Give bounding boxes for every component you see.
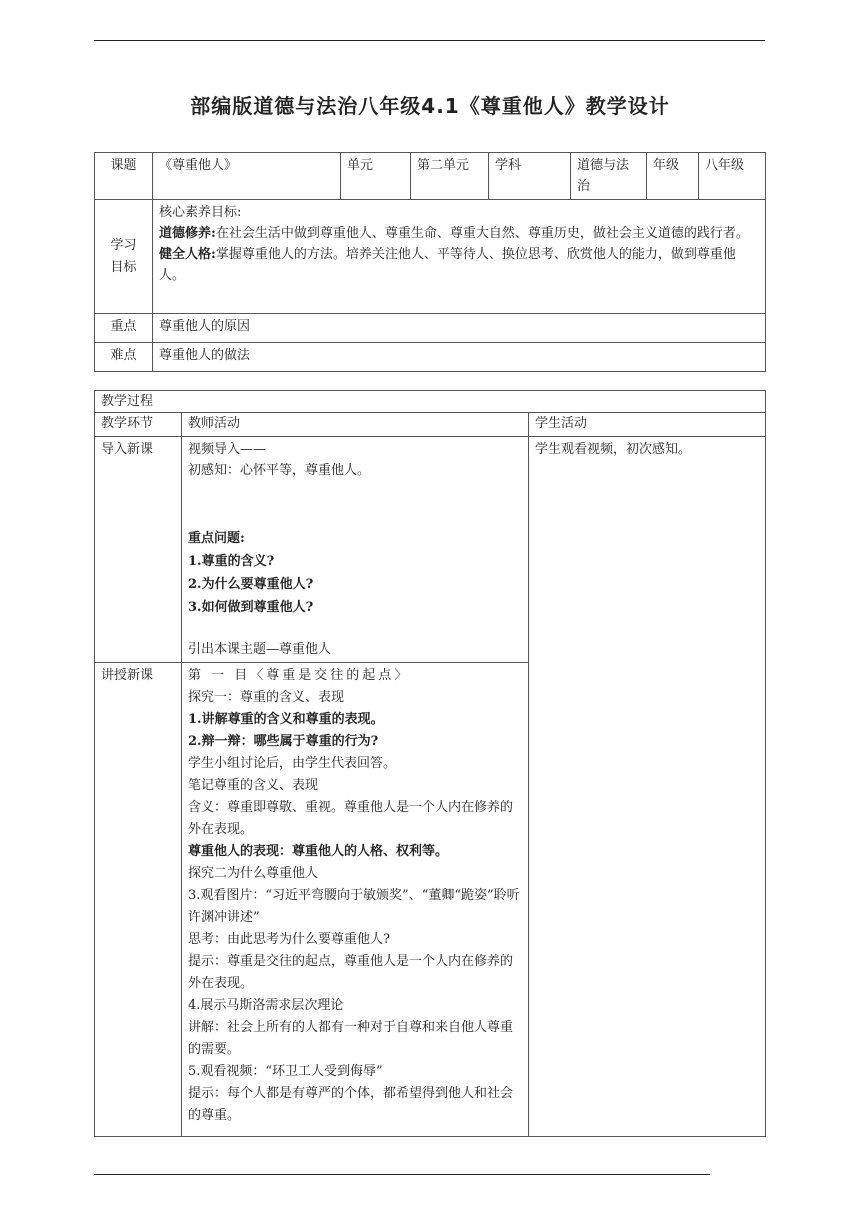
intro-line: 视频导入—— (188, 442, 267, 457)
unit-label: 单元 (341, 153, 411, 200)
intro-line: 初感知：心怀平等，尊重他人。 (188, 463, 371, 478)
focus-question: 2.为什么要尊重他人? (188, 577, 314, 592)
step-bold: 1.讲解尊重的含义和尊重的表现。 (188, 712, 384, 727)
stage-new-teacher (182, 663, 529, 1137)
difficulty-text: 尊重他人的做法 (153, 343, 766, 372)
respect-expression: 尊重他人的表现：尊重他人的人格、权利等。 (188, 844, 449, 859)
step-text: 5.观看视频：“环卫工人受到侮辱” (188, 1064, 383, 1079)
step-text: 学生小组讨论后，由学生代表回答。 (188, 756, 397, 771)
focus-question: 1.尊重的含义? (188, 554, 275, 569)
goals-label (95, 200, 153, 314)
col-teacher: 教师活动 (182, 413, 529, 437)
section-heading: 第 一 目〈尊重是交往的起点〉 (188, 668, 411, 683)
explore-one: 探究一：尊重的含义、表现 (188, 690, 345, 705)
course-value: 《尊重他人》 (153, 153, 341, 200)
goals-content (153, 200, 766, 314)
page-title: 部编版道德与法治八年级4.1《尊重他人》教学设计 (190, 94, 670, 118)
intro-closing: 引出本课主题—尊重他人 (188, 642, 332, 657)
course-info-table (94, 152, 766, 372)
col-student: 学生活动 (529, 413, 766, 437)
stage-intro-name: 导入新课 (95, 437, 182, 663)
step-text: 3.观看图片：“习近平弯腰向于敏颁奖”、“董卿“跪姿”聆听许渊冲讲述” (188, 888, 520, 925)
step-text: 4.展示马斯洛需求层次理论 (188, 998, 344, 1013)
step-text: 笔记尊重的含义、表现 (188, 778, 319, 793)
step-text: 含义：尊重即尊敬、重视。尊重他人是一个人内在修养的外在表现。 (188, 800, 514, 837)
step-text: 提示：每个人都是有尊严的个体，都希望得到他人和社会的尊重。 (188, 1086, 514, 1123)
step-text: 讲解：社会上所有的人都有一种对于自尊和来自他人尊重的需要。 (188, 1020, 514, 1057)
step-text: 提示：尊重是交往的起点，尊重他人是一个人内在修养的外在表现。 (188, 954, 514, 991)
stage-intro-teacher (182, 437, 529, 663)
difficulty-label: 难点 (95, 343, 153, 372)
goal-personality-label: 健全人格: (159, 247, 216, 262)
step-bold: 2.辩一辩：哪些属于尊重的行为? (188, 734, 379, 749)
grade-value: 八年级 (699, 153, 766, 200)
process-heading: 教学过程 (95, 391, 766, 413)
focus-question: 3.如何做到尊重他人? (188, 600, 314, 615)
explore-two: 探究二为什么尊重他人 (188, 866, 319, 881)
subject-value: 道德与法治 (571, 153, 647, 200)
bottom-rule (94, 1174, 710, 1175)
teaching-process-table (94, 390, 766, 1137)
goal-moral-text: 在社会生活中做到尊重他人、尊重生命、尊重大自然、尊重历史，做社会主义道德的践行者。 (215, 226, 749, 241)
unit-value: 第二单元 (411, 153, 489, 200)
stage-new-name: 讲授新课 (95, 663, 182, 1137)
goals-intro: 核心素养目标: (159, 205, 242, 220)
goal-moral (159, 223, 759, 244)
course-label: 课题 (95, 153, 153, 200)
step-text: 思考：由此思考为什么要尊重他人? (188, 932, 390, 947)
goal-moral-label: 道德修养: (159, 226, 216, 241)
col-stage: 教学环节 (95, 413, 182, 437)
goals-label-text: 学习目标 (110, 237, 137, 275)
student-activity: 学生观看视频，初次感知。 (529, 437, 766, 1137)
grade-label: 年级 (647, 153, 699, 200)
key-point-text: 尊重他人的原因 (153, 314, 766, 343)
subject-label: 学科 (489, 153, 571, 200)
key-point-label: 重点 (95, 314, 153, 343)
top-rule (94, 40, 765, 41)
focus-heading: 重点问题: (188, 531, 245, 546)
goal-personality-text: 掌握尊重他人的方法。培养关注他人、平等待人、换位思考、欣赏他人的能力，做到尊重他人。 (159, 247, 736, 283)
goal-personality (159, 244, 759, 286)
